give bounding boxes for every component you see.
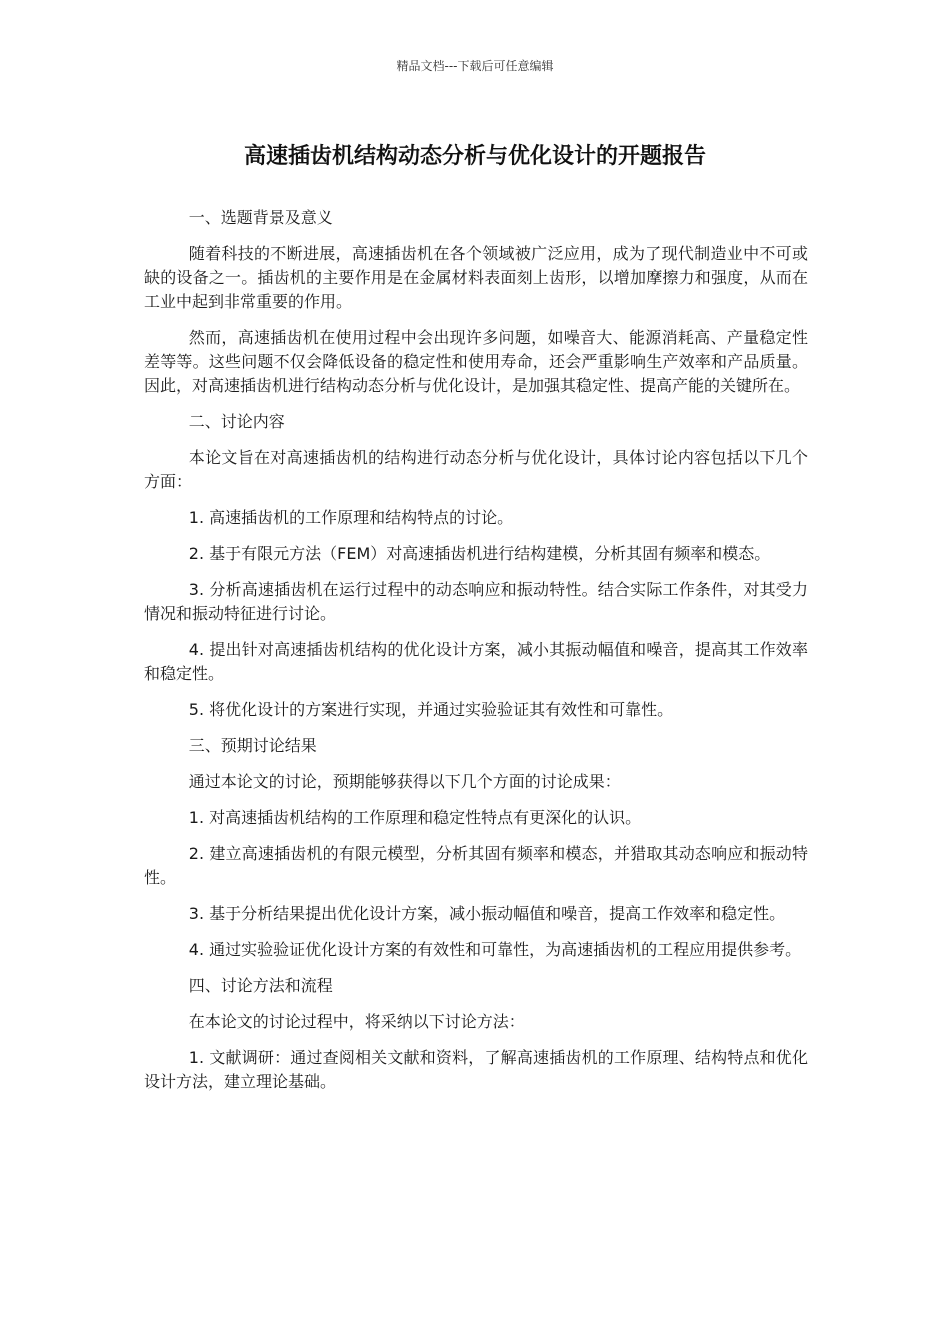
list-item-results-4: 4. 通过实验验证优化设计方案的有效性和可靠性，为高速插齿机的工程应用提供参考。 [188, 940, 802, 959]
list-item-content-3: 3. 分析高速插齿机在运行过程中的动态响应和振动特性。结合实际工作条件，对其受力情况和振动特征进行讨论。 [144, 580, 808, 623]
list-item-content-5: 5. 将优化设计的方案进行实现，并通过实验验证其有效性和可靠性。 [188, 700, 674, 719]
section-heading-background: 一、选题背景及意义 [188, 208, 333, 227]
list-item-methods-1: 1. 文献调研：通过查阅相关文献和资料，了解高速插齿机的工作原理、结构特点和优化设计方法，建立理论基础。 [144, 1048, 808, 1091]
paragraph-methods-intro: 在本论文的讨论过程中，将采纳以下讨论方法： [188, 1012, 525, 1031]
list-item-results-3: 3. 基于分析结果提出优化设计方案，减小振动幅值和噪音，提高工作效率和稳定性。 [188, 904, 786, 923]
paragraph-background-1: 随着科技的不断进展，高速插齿机在各个领域被广泛应用，成为了现代制造业中不可或缺的设备之一。插齿机的主要作用是在金属材料表面刻上齿形，以增加摩擦力和强度，从而在工业中起到非常重要的作用。 [144, 244, 808, 311]
header-note: 精品文档---下载后可任意编辑 [396, 59, 554, 73]
list-item-content-1: 1. 高速插齿机的工作原理和结构特点的讨论。 [188, 508, 514, 527]
document-title: 高速插齿机结构动态分析与优化设计的开题报告 [243, 144, 706, 169]
list-item-content-2: 2. 基于有限元方法（FEM）对高速插齿机进行结构建模，分析其固有频率和模态。 [188, 544, 771, 563]
list-item-results-1: 1. 对高速插齿机结构的工作原理和稳定性特点有更深化的认识。 [188, 808, 642, 827]
list-item-results-2: 2. 建立高速插齿机的有限元模型，分析其固有频率和模态，并猎取其动态响应和振动特性。 [144, 844, 808, 887]
document-body [144, 206, 808, 1106]
section-heading-methods: 四、讨论方法和流程 [188, 976, 333, 995]
paragraph-content-intro: 本论文旨在对高速插齿机的结构进行动态分析与优化设计，具体讨论内容包括以下几个方面： [144, 448, 808, 491]
section-heading-content: 二、讨论内容 [188, 412, 285, 431]
section-heading-results: 三、预期讨论结果 [188, 736, 317, 755]
paragraph-background-2: 然而，高速插齿机在使用过程中会出现许多问题，如噪音大、能源消耗高、产量稳定性差等等。这些问题不仅会降低设备的稳定性和使用寿命，还会严重影响生产效率和产品质量。因此，对高速插齿机进行结构动态分析与优化设计，是加强其稳定性、提高产能的关键所在。 [144, 328, 808, 395]
list-item-content-4: 4. 提出针对高速插齿机结构的优化设计方案，减小其振动幅值和噪音，提高其工作效率和稳定性。 [144, 640, 808, 683]
paragraph-results-intro: 通过本论文的讨论，预期能够获得以下几个方面的讨论成果： [188, 772, 621, 791]
